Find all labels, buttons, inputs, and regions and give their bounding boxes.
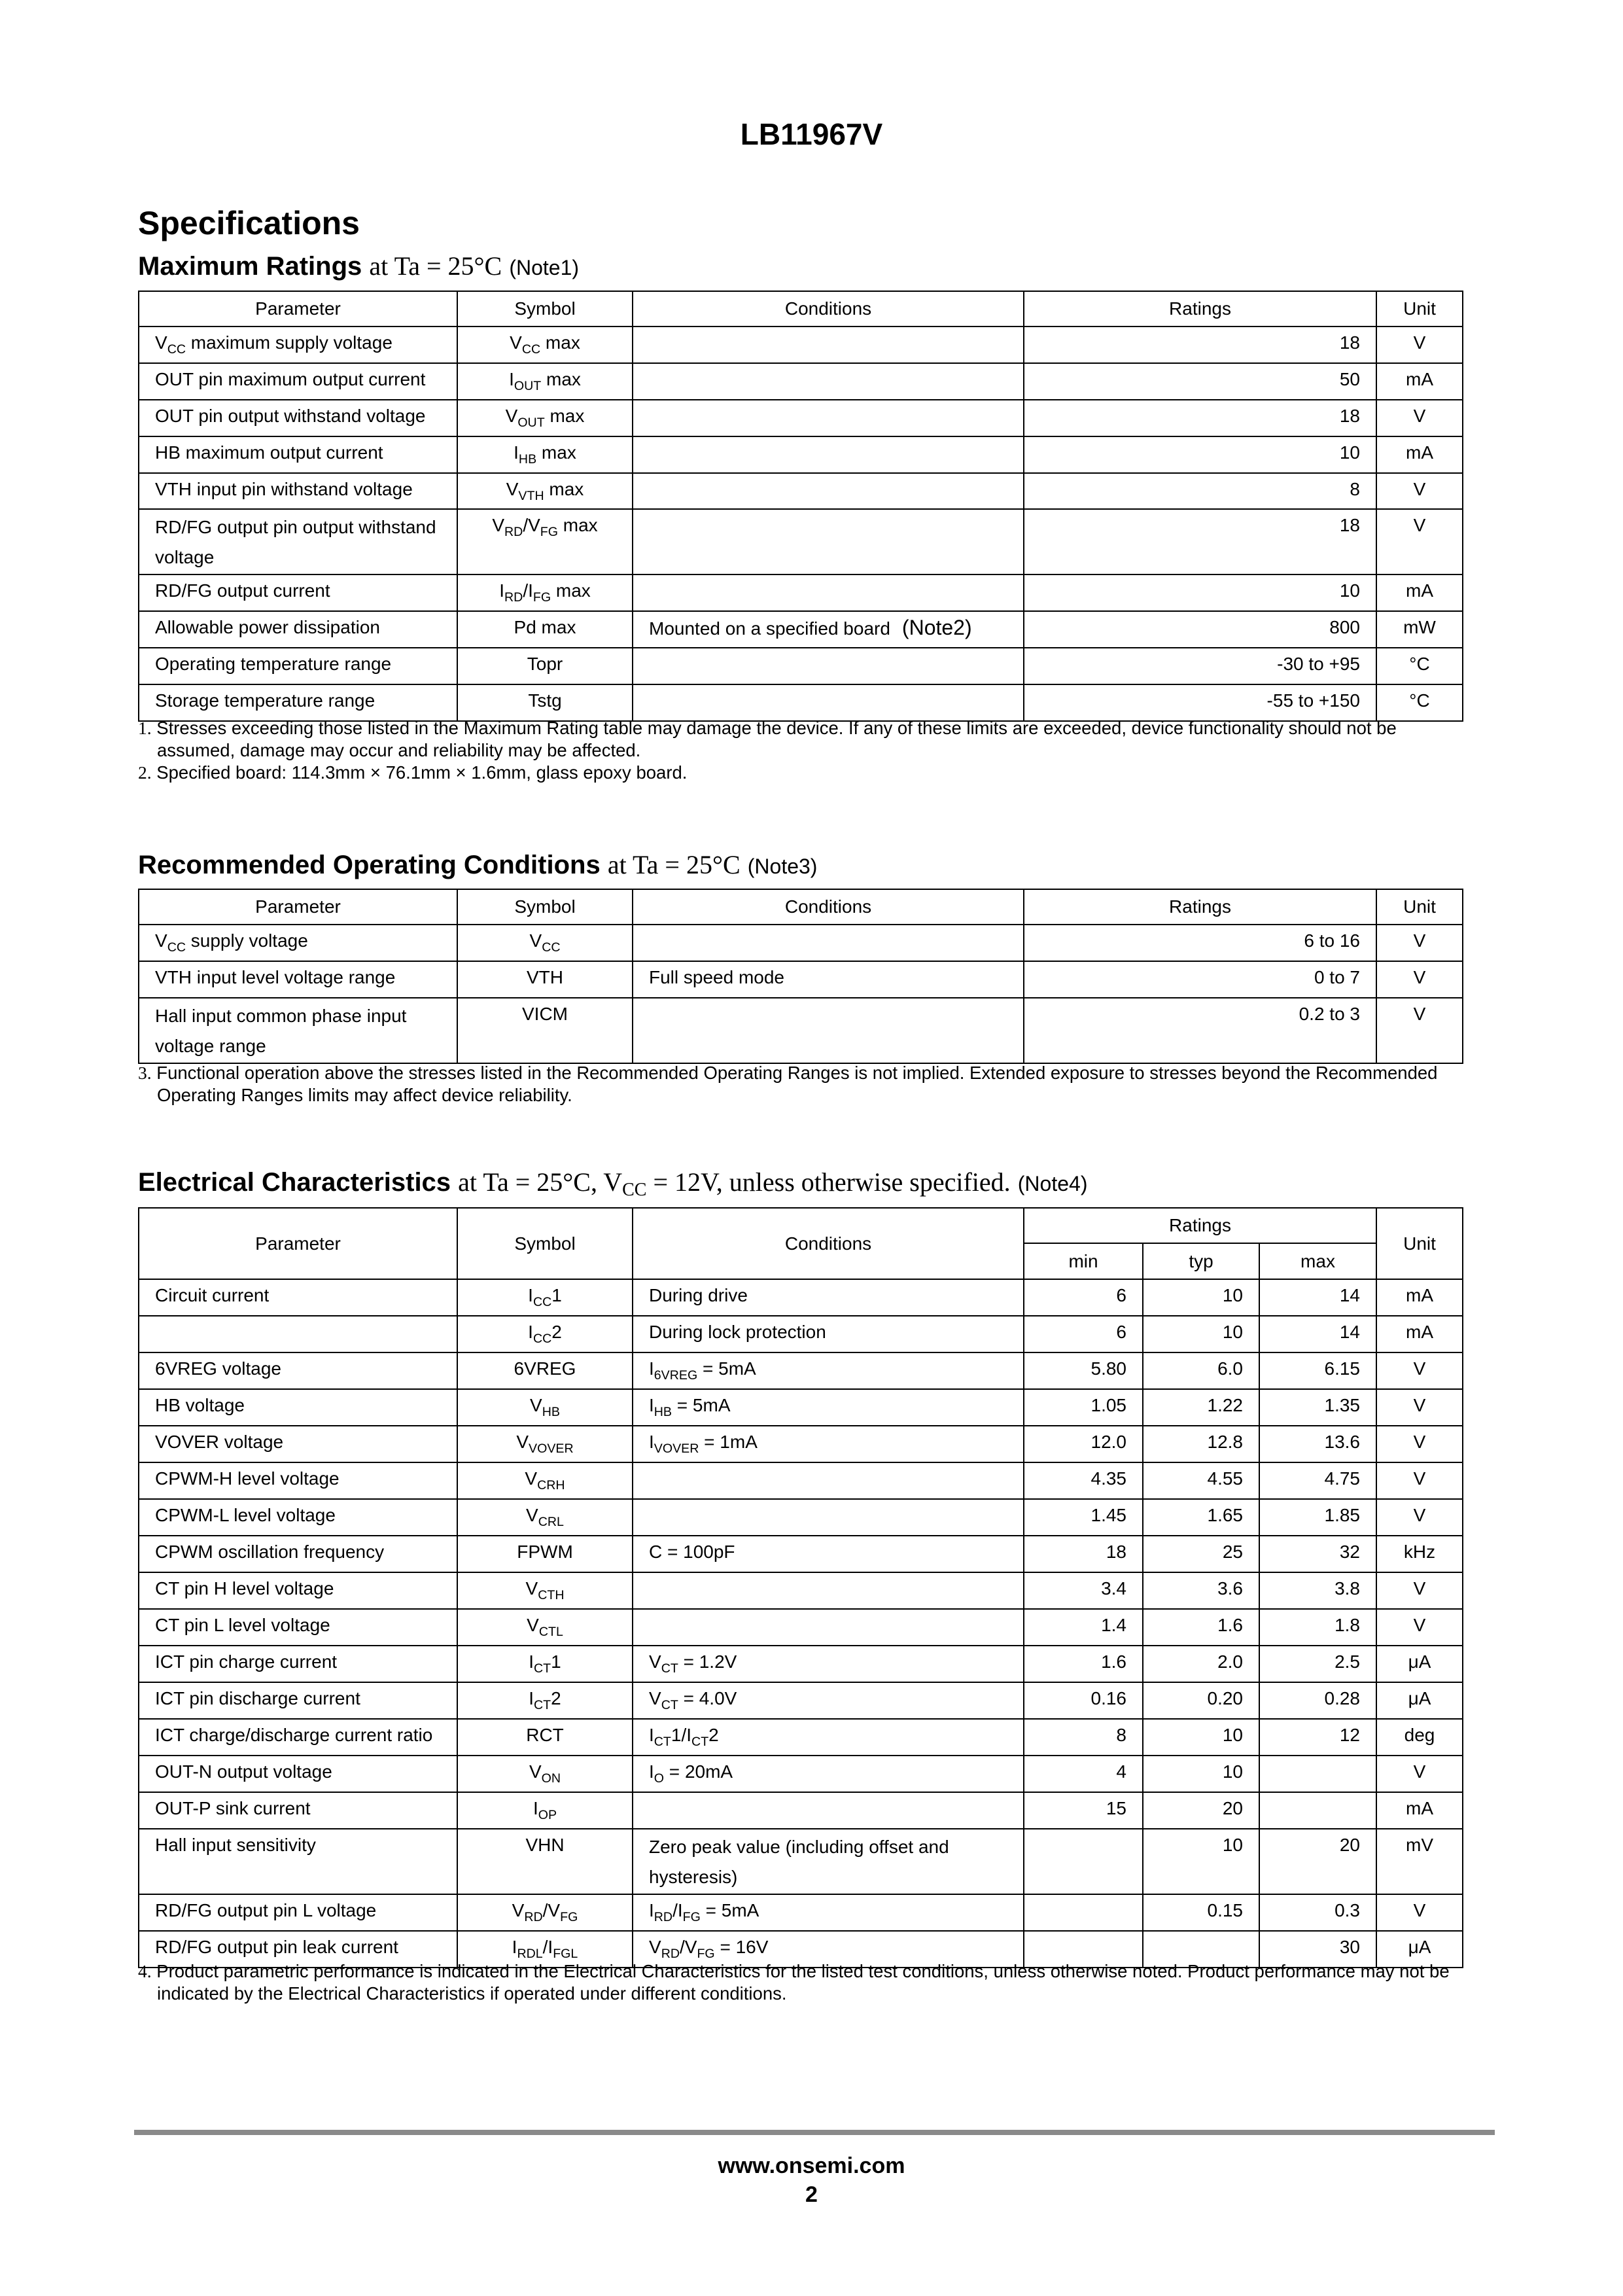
cell-unit: V xyxy=(1376,1572,1463,1609)
cell-rating: 0.2 to 3 xyxy=(1024,998,1376,1063)
section-title: Maximum Ratings xyxy=(138,252,362,281)
footnote: 1. Stresses exceeding those listed in the Maximum Rating table may damage the device. If any of these limits are exceeded, device functionality should not be assumed, damage may occur and reliability may be affected. xyxy=(138,718,1397,760)
cell-min: 1.6 xyxy=(1024,1646,1143,1682)
footnote: 2. Specified board: 114.3mm × 76.1mm × 1.6mm, glass epoxy board. xyxy=(138,762,688,783)
header-conditions: Conditions xyxy=(633,889,1024,925)
cell-symbol: $V_{CRH}$ xyxy=(457,1462,633,1499)
cell-parameter: RD/FG output current xyxy=(139,574,457,611)
cell-unit: V xyxy=(1376,1499,1463,1536)
cell-conditions xyxy=(633,327,1024,363)
cell-symbol: $I_{CC}1$ xyxy=(457,1279,633,1316)
cell-min: 1.05 xyxy=(1024,1389,1143,1426)
cell-unit: °C xyxy=(1376,648,1463,684)
page-number: 2 xyxy=(805,2182,818,2207)
cell-parameter: $V_{CC}$ supply voltage xyxy=(139,925,457,961)
cell-rating: 18 xyxy=(1024,400,1376,436)
cell-symbol: $V_{CC}$ xyxy=(457,925,633,961)
cell-min: 8 xyxy=(1024,1719,1143,1756)
cell-typ: 0.20 xyxy=(1143,1682,1259,1719)
cell-unit: mW xyxy=(1376,611,1463,648)
cell-conditions: C = 100pF xyxy=(633,1536,1024,1572)
table-row xyxy=(139,1719,1463,1756)
cell-max: 0.3 xyxy=(1259,1894,1376,1931)
header-unit: Unit xyxy=(1376,291,1463,327)
cell-typ: 10 xyxy=(1143,1756,1259,1792)
table-row xyxy=(139,1646,1463,1682)
cell-rating: 10 xyxy=(1024,574,1376,611)
cell-unit: mA xyxy=(1376,1792,1463,1829)
cell-typ: 25 xyxy=(1143,1536,1259,1572)
cell-parameter xyxy=(139,1316,457,1352)
section-note: (Note3) xyxy=(747,855,818,878)
cell-typ: 4.55 xyxy=(1143,1462,1259,1499)
table-row xyxy=(139,574,1463,611)
cell-max xyxy=(1259,1756,1376,1792)
cell-min: 15 xyxy=(1024,1792,1143,1829)
section-note: (Note4) xyxy=(1017,1172,1088,1195)
cell-max: 4.75 xyxy=(1259,1462,1376,1499)
cell-symbol: VTH xyxy=(457,961,633,998)
cell-unit: mA xyxy=(1376,1316,1463,1352)
table-row xyxy=(139,400,1463,436)
cell-min xyxy=(1024,1894,1143,1931)
cell-parameter: Hall input common phase input voltage range xyxy=(139,998,457,1063)
cell-min: 18 xyxy=(1024,1536,1143,1572)
section-condition: at Ta = 25°C xyxy=(369,251,502,281)
elec-heading xyxy=(138,1167,1088,1200)
cell-max: 13.6 xyxy=(1259,1426,1376,1462)
cell-rating: 10 xyxy=(1024,436,1376,473)
cell-conditions xyxy=(633,684,1024,721)
cell-symbol: $V_{VOVER}$ xyxy=(457,1426,633,1462)
cell-unit: μA xyxy=(1376,1646,1463,1682)
max-ratings-notes xyxy=(138,717,1466,784)
cell-unit: deg xyxy=(1376,1719,1463,1756)
table-row xyxy=(139,1462,1463,1499)
cell-parameter: OUT-P sink current xyxy=(139,1792,457,1829)
cell-conditions xyxy=(633,509,1024,574)
table-row xyxy=(139,1279,1463,1316)
cell-typ: 10 xyxy=(1143,1829,1259,1894)
cell-min: 6 xyxy=(1024,1316,1143,1352)
table-row xyxy=(139,1499,1463,1536)
header-ratings: Ratings xyxy=(1024,889,1376,925)
cell-conditions: $I_O = 20mA$ xyxy=(633,1756,1024,1792)
cell-symbol: $I_{HB}$ max xyxy=(457,436,633,473)
cell-conditions: Mounted on a specified board (Note2) xyxy=(633,611,1024,648)
cell-rating: -30 to +95 xyxy=(1024,648,1376,684)
cell-unit: kHz xyxy=(1376,1536,1463,1572)
table-row xyxy=(139,1792,1463,1829)
cell-parameter: Circuit current xyxy=(139,1279,457,1316)
cell-unit: V xyxy=(1376,1426,1463,1462)
cell-typ: 20 xyxy=(1143,1792,1259,1829)
cell-symbol: $V_{HB}$ xyxy=(457,1389,633,1426)
cell-parameter: ICT pin discharge current xyxy=(139,1682,457,1719)
cell-unit: μA xyxy=(1376,1931,1463,1968)
cell-typ: 12.8 xyxy=(1143,1426,1259,1462)
cell-symbol: $V_{ON}$ xyxy=(457,1756,633,1792)
cell-max: 6.15 xyxy=(1259,1352,1376,1389)
cell-unit: mA xyxy=(1376,363,1463,400)
cell-conditions: $I_{VOVER} = 1mA$ xyxy=(633,1426,1024,1462)
cell-parameter: VTH input level voltage range xyxy=(139,961,457,998)
cell-conditions xyxy=(633,1572,1024,1609)
cell-rating: 800 xyxy=(1024,611,1376,648)
cell-max: 14 xyxy=(1259,1279,1376,1316)
cell-min: 0.16 xyxy=(1024,1682,1143,1719)
table-row xyxy=(139,1829,1463,1894)
table-row xyxy=(139,1894,1463,1931)
section-condition: at Ta = 25°C xyxy=(607,850,741,879)
header-symbol: Symbol xyxy=(457,889,633,925)
cell-max: 14 xyxy=(1259,1316,1376,1352)
cell-symbol: $V_{CRL}$ xyxy=(457,1499,633,1536)
cell-conditions: $I_{RD}/I_{FG} = 5mA$ xyxy=(633,1894,1024,1931)
cell-symbol: $V_{CTL}$ xyxy=(457,1609,633,1646)
cell-unit: V xyxy=(1376,998,1463,1063)
table-row xyxy=(139,1316,1463,1352)
cell-unit: V xyxy=(1376,925,1463,961)
cell-parameter: Allowable power dissipation xyxy=(139,611,457,648)
cell-parameter: CPWM oscillation frequency xyxy=(139,1536,457,1572)
cell-min: 3.4 xyxy=(1024,1572,1143,1609)
section-title: Recommended Operating Conditions xyxy=(138,851,601,879)
cell-max: 1.85 xyxy=(1259,1499,1376,1536)
cell-unit: V xyxy=(1376,1894,1463,1931)
cell-parameter: CT pin H level voltage xyxy=(139,1572,457,1609)
header-conditions: Conditions xyxy=(633,1208,1024,1279)
cell-conditions xyxy=(633,473,1024,509)
table-row xyxy=(139,1536,1463,1572)
cell-conditions xyxy=(633,925,1024,961)
cell-typ: 10 xyxy=(1143,1719,1259,1756)
cell-unit: V xyxy=(1376,1352,1463,1389)
cell-max: 2.5 xyxy=(1259,1646,1376,1682)
cell-symbol: RCT xyxy=(457,1719,633,1756)
cell-max: 30 xyxy=(1259,1931,1376,1968)
header-parameter: Parameter xyxy=(139,1208,457,1279)
cell-conditions: $I_{6VREG} = 5mA$ xyxy=(633,1352,1024,1389)
cell-conditions: Zero peak value (including offset and hysteresis) xyxy=(633,1829,1024,1894)
cell-conditions: Full speed mode xyxy=(633,961,1024,998)
cell-symbol: Tstg xyxy=(457,684,633,721)
header-symbol: Symbol xyxy=(457,291,633,327)
cell-min: 4.35 xyxy=(1024,1462,1143,1499)
elec-notes xyxy=(138,1960,1466,2005)
cell-min: 12.0 xyxy=(1024,1426,1143,1462)
cell-parameter: OUT pin maximum output current xyxy=(139,363,457,400)
cell-conditions: During lock protection xyxy=(633,1316,1024,1352)
cell-rating: 50 xyxy=(1024,363,1376,400)
table-row xyxy=(139,648,1463,684)
cell-max: 20 xyxy=(1259,1829,1376,1894)
header-unit: Unit xyxy=(1376,1208,1463,1279)
table-row xyxy=(139,998,1463,1063)
cell-symbol: FPWM xyxy=(457,1536,633,1572)
cell-rating: 6 to 16 xyxy=(1024,925,1376,961)
cell-min: 1.4 xyxy=(1024,1609,1143,1646)
table-row xyxy=(139,611,1463,648)
cell-min: 6 xyxy=(1024,1279,1143,1316)
elec-table xyxy=(138,1207,1463,1968)
cell-parameter: CT pin L level voltage xyxy=(139,1609,457,1646)
cell-unit: mA xyxy=(1376,436,1463,473)
cell-parameter: ICT pin charge current xyxy=(139,1646,457,1682)
cell-typ: 3.6 xyxy=(1143,1572,1259,1609)
cell-typ: 1.22 xyxy=(1143,1389,1259,1426)
header-min: min xyxy=(1024,1243,1143,1279)
cell-conditions xyxy=(633,1462,1024,1499)
cell-conditions xyxy=(633,400,1024,436)
cell-typ: 1.6 xyxy=(1143,1609,1259,1646)
section-title: Electrical Characteristics xyxy=(138,1168,451,1197)
cell-symbol: $V_{RD}/V_{FG}$ max xyxy=(457,509,633,574)
cell-symbol: $V_{CTH}$ xyxy=(457,1572,633,1609)
cell-parameter: Operating temperature range xyxy=(139,648,457,684)
cell-parameter: VOVER voltage xyxy=(139,1426,457,1462)
cell-unit: V xyxy=(1376,509,1463,574)
footnote: 3. Functional operation above the stresses listed in the Recommended Operating Ranges is not implied. Extended exposure to stresses beyond the Recommended Operating Ranges limits may affect device reliability. xyxy=(138,1063,1438,1105)
cell-unit: V xyxy=(1376,1462,1463,1499)
table-row xyxy=(139,509,1463,574)
cell-symbol: $I_{CC}2$ xyxy=(457,1316,633,1352)
cell-min xyxy=(1024,1829,1143,1894)
cell-max: 1.35 xyxy=(1259,1389,1376,1426)
rec-op-notes xyxy=(138,1062,1466,1106)
cell-parameter: 6VREG voltage xyxy=(139,1352,457,1389)
cell-parameter: RD/FG output pin L voltage xyxy=(139,1894,457,1931)
footer-rule xyxy=(134,2130,1495,2135)
cell-parameter: CPWM-L level voltage xyxy=(139,1499,457,1536)
cell-symbol: $I_{CT}2$ xyxy=(457,1682,633,1719)
cell-conditions xyxy=(633,436,1024,473)
section-note: (Note1) xyxy=(509,256,580,279)
cell-max: 1.8 xyxy=(1259,1609,1376,1646)
cell-conditions: $I_{HB} = 5mA$ xyxy=(633,1389,1024,1426)
max-ratings-heading xyxy=(138,251,579,281)
header-typ: typ xyxy=(1143,1243,1259,1279)
cell-conditions: $V_{CT} = 1.2V$ xyxy=(633,1646,1024,1682)
cell-conditions xyxy=(633,1609,1024,1646)
cell-conditions xyxy=(633,363,1024,400)
cell-unit: °C xyxy=(1376,684,1463,721)
cell-min: 1.45 xyxy=(1024,1499,1143,1536)
cell-parameter: VTH input pin withstand voltage xyxy=(139,473,457,509)
cell-conditions: $V_{RD}/V_{FG} = 16V$ xyxy=(633,1931,1024,1968)
table-row xyxy=(139,1682,1463,1719)
cell-unit: mA xyxy=(1376,574,1463,611)
cell-conditions: $V_{CT} = 4.0V$ xyxy=(633,1682,1024,1719)
cell-unit: μA xyxy=(1376,1682,1463,1719)
cell-unit: V xyxy=(1376,473,1463,509)
cell-max: 3.8 xyxy=(1259,1572,1376,1609)
cell-typ: 10 xyxy=(1143,1279,1259,1316)
table-row xyxy=(139,363,1463,400)
header-symbol: Symbol xyxy=(457,1208,633,1279)
cell-rating: 18 xyxy=(1024,327,1376,363)
cell-symbol: VHN xyxy=(457,1829,633,1894)
header-ratings: Ratings xyxy=(1024,1208,1376,1243)
cell-unit: V xyxy=(1376,327,1463,363)
cell-parameter: ICT charge/discharge current ratio xyxy=(139,1719,457,1756)
cell-parameter: Storage temperature range xyxy=(139,684,457,721)
cell-max: 0.28 xyxy=(1259,1682,1376,1719)
cell-symbol: $I_{OP}$ xyxy=(457,1792,633,1829)
cell-parameter: HB maximum output current xyxy=(139,436,457,473)
cell-rating: 0 to 7 xyxy=(1024,961,1376,998)
footnote: 4. Product parametric performance is indicated in the Electrical Characteristics for the listed test conditions, unless otherwise noted. Product performance may not be indicated by the Electrical Characteristics if operated under different conditions. xyxy=(138,1961,1450,2004)
cell-typ: 6.0 xyxy=(1143,1352,1259,1389)
cell-unit: mA xyxy=(1376,1279,1463,1316)
cell-unit: V xyxy=(1376,1389,1463,1426)
cell-symbol: $I_{RD}/I_{FG}$ max xyxy=(457,574,633,611)
cell-symbol: VICM xyxy=(457,998,633,1063)
cell-parameter: HB voltage xyxy=(139,1389,457,1426)
table-row xyxy=(139,961,1463,998)
cell-conditions xyxy=(633,648,1024,684)
cell-max: 32 xyxy=(1259,1536,1376,1572)
cell-unit: V xyxy=(1376,400,1463,436)
header-parameter: Parameter xyxy=(139,291,457,327)
table-row xyxy=(139,684,1463,721)
cell-symbol: $V_{VTH}$ max xyxy=(457,473,633,509)
cell-conditions xyxy=(633,1499,1024,1536)
max-ratings-table xyxy=(138,291,1463,722)
cell-parameter: $V_{CC}$ maximum supply voltage xyxy=(139,327,457,363)
cell-parameter: OUT-N output voltage xyxy=(139,1756,457,1792)
table-row xyxy=(139,436,1463,473)
cell-parameter: OUT pin output withstand voltage xyxy=(139,400,457,436)
table-row xyxy=(139,1756,1463,1792)
cell-typ: 2.0 xyxy=(1143,1646,1259,1682)
table-row xyxy=(139,1609,1463,1646)
cell-parameter: Hall input sensitivity xyxy=(139,1829,457,1894)
cell-parameter: CPWM-H level voltage xyxy=(139,1462,457,1499)
cell-symbol: $I_{RDL}/I_{FGL}$ xyxy=(457,1931,633,1968)
cell-symbol: Pd max xyxy=(457,611,633,648)
cell-symbol: $V_{OUT}$ max xyxy=(457,400,633,436)
cell-symbol: $I_{CT}1$ xyxy=(457,1646,633,1682)
header-conditions: Conditions xyxy=(633,291,1024,327)
cell-min: 4 xyxy=(1024,1756,1143,1792)
document-title: LB11967V xyxy=(740,117,883,151)
cell-max xyxy=(1259,1792,1376,1829)
cell-conditions xyxy=(633,1792,1024,1829)
table-row xyxy=(139,473,1463,509)
cell-rating: -55 to +150 xyxy=(1024,684,1376,721)
section-condition: at Ta = 25°C, $V_{CC} = 12V$, unless otherwise specified. xyxy=(458,1167,1011,1200)
cell-symbol: Topr xyxy=(457,648,633,684)
table-row xyxy=(139,1572,1463,1609)
header-max: max xyxy=(1259,1243,1376,1279)
cell-max: 12 xyxy=(1259,1719,1376,1756)
footer-url[interactable]: www.onsemi.com xyxy=(718,2153,905,2178)
table-row xyxy=(139,327,1463,363)
specifications-heading: Specifications xyxy=(138,205,360,241)
cell-unit: mV xyxy=(1376,1829,1463,1894)
cell-parameter: RD/FG output pin leak current xyxy=(139,1931,457,1968)
rec-op-heading xyxy=(138,849,817,880)
cell-symbol: $V_{RD}/V_{FG}$ xyxy=(457,1894,633,1931)
table-row xyxy=(139,1389,1463,1426)
cell-min: 5.80 xyxy=(1024,1352,1143,1389)
header-unit: Unit xyxy=(1376,889,1463,925)
cell-parameter: RD/FG output pin output withstand voltage xyxy=(139,509,457,574)
table-row xyxy=(139,925,1463,961)
cell-conditions: $I_{CT}1/I_{CT}2$ xyxy=(633,1719,1024,1756)
cell-rating: 8 xyxy=(1024,473,1376,509)
cell-conditions: During drive xyxy=(633,1279,1024,1316)
rec-op-table xyxy=(138,889,1463,1064)
cell-symbol: $V_{CC}$ max xyxy=(457,327,633,363)
header-parameter: Parameter xyxy=(139,889,457,925)
header-ratings: Ratings xyxy=(1024,291,1376,327)
cell-symbol: $I_{OUT}$ max xyxy=(457,363,633,400)
cell-symbol: 6VREG xyxy=(457,1352,633,1389)
cell-unit: V xyxy=(1376,1609,1463,1646)
cell-unit: V xyxy=(1376,961,1463,998)
cell-typ: 1.65 xyxy=(1143,1499,1259,1536)
cell-rating: 18 xyxy=(1024,509,1376,574)
cell-conditions xyxy=(633,574,1024,611)
table-row xyxy=(139,1352,1463,1389)
cell-conditions xyxy=(633,998,1024,1063)
cell-typ: 10 xyxy=(1143,1316,1259,1352)
table-row xyxy=(139,1426,1463,1462)
cell-unit: V xyxy=(1376,1756,1463,1792)
cell-typ: 0.15 xyxy=(1143,1894,1259,1931)
